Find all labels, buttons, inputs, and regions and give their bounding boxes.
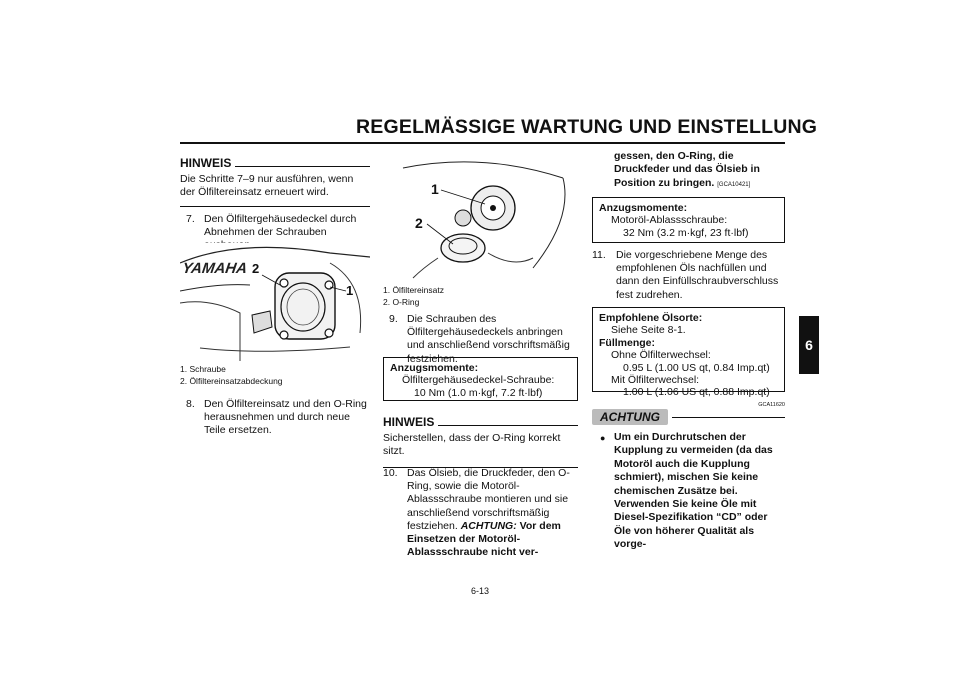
step-text-wrapper bbox=[407, 467, 578, 559]
step-10-block bbox=[383, 467, 578, 559]
step-8 bbox=[186, 398, 370, 438]
spec-value: 10 Nm (1.0 m·kgf, 7.2 ft·lbf) bbox=[414, 386, 543, 399]
spec-label: Anzugsmomente: bbox=[390, 362, 479, 374]
continued-text: gessen, den O-Ring, die Druckfeder und das Ölsieb in Position zu bringen. bbox=[614, 150, 760, 189]
step-text: Den Ölfiltergehäusedeckel durch Abnehmen der Schrauben bbox=[204, 212, 357, 238]
hint-title-text: HINWEIS bbox=[383, 415, 435, 429]
bolt-icon bbox=[280, 279, 288, 287]
bullet-icon: ● bbox=[600, 433, 606, 443]
caution-bullet bbox=[592, 431, 785, 552]
caption-item: 1. Ölfiltereinsatz bbox=[383, 285, 444, 295]
code-ref: [GCA10421] bbox=[717, 181, 751, 188]
step-number: 7. bbox=[186, 212, 195, 225]
spec-item: Ölfiltergehäusedeckel-Schraube: bbox=[402, 374, 555, 387]
step-text: Die vorgeschriebene Menge des empfohlenen Öls nachfüllen und dann den Einfüllschraubverschluss fest zudrehen. bbox=[616, 249, 779, 301]
step-10-continued bbox=[614, 150, 786, 192]
caution-text: Um ein Durchrutschen der Kupplung zu vermeiden (da das Motoröl auch die Kupplung schmiert), mischen Sie keine chemischen Zusätze bei. Verwenden Sie keine Öle mit Diesel-Spezifikation “CD” oder Öle von höherer Qualität als vorge- bbox=[614, 431, 773, 551]
hint-heading-line bbox=[235, 166, 370, 167]
yamaha-logo-text: YAMAHA bbox=[181, 260, 249, 277]
hint-heading-middle bbox=[383, 416, 578, 429]
callout-1: 1 bbox=[346, 283, 354, 298]
step-warn-text: Vor dem Einsetzen der Motoröl-Ablassschraube nicht ver- bbox=[407, 519, 561, 559]
left-column bbox=[180, 157, 370, 252]
caution-heading bbox=[592, 409, 785, 425]
torque-spec-box-cover bbox=[383, 357, 578, 401]
middle-figure-captions bbox=[383, 284, 573, 308]
middle-hint bbox=[383, 416, 578, 468]
spec-sub-with-filter: Mit Ölfilterwechsel: bbox=[611, 374, 700, 387]
oil-spec-box bbox=[592, 307, 785, 399]
step-number: 9. bbox=[389, 313, 398, 325]
hint-heading-line bbox=[438, 425, 578, 426]
spec-value-with-filter: 1.00 L (1.06 US qt, 0.88 Imp.qt) bbox=[623, 386, 770, 399]
oil-filter-cover-figure bbox=[180, 243, 370, 361]
caption-item: 1. Schraube bbox=[180, 364, 226, 374]
caution-heading-line bbox=[672, 417, 785, 418]
torque-spec-box-drain bbox=[592, 197, 785, 243]
step-number: 10. bbox=[383, 467, 398, 479]
spec-value: 32 Nm (3.2 m·kgf, 23 ft·lbf) bbox=[623, 226, 749, 239]
step-11-block bbox=[592, 249, 785, 302]
callout-1: 1 bbox=[431, 181, 439, 197]
caution-badge: ACHTUNG bbox=[592, 409, 668, 425]
step-number: 11. bbox=[592, 249, 606, 261]
hint-end-rule bbox=[180, 206, 370, 207]
step-warn-label: ACHTUNG: bbox=[460, 519, 517, 532]
step-10 bbox=[383, 467, 578, 559]
chapter-tab: 6 bbox=[799, 316, 819, 374]
callout-2: 2 bbox=[252, 261, 260, 276]
warning-code: GCA11620 bbox=[758, 402, 785, 408]
step-text: Das Ölsieb, die Druckfeder, den O-Ring, sowie die Motoröl-Ablassschraube montieren und sie anschließend vorschriftsmäßig festziehen. bbox=[407, 467, 570, 532]
spec-sub-without-filter: Ohne Ölfilterwechsel: bbox=[611, 349, 711, 362]
step-number: 8. bbox=[186, 398, 195, 410]
caption-item: 2. O-Ring bbox=[383, 297, 420, 307]
hint-text-left: Die Schritte 7–9 nur ausführen, wenn der Ölfiltereinsatz erneuert wird. bbox=[180, 173, 354, 199]
spec-label: Anzugsmomente: bbox=[599, 202, 688, 214]
page-number: 6-13 bbox=[470, 586, 489, 596]
oil-filter-element-figure bbox=[383, 158, 573, 280]
caption-item: 2. Ölfiltereinsatzabdeckung bbox=[180, 376, 283, 386]
hint-text-middle: Sicherstellen, dass der O-Ring korrekt sitzt. bbox=[383, 432, 561, 458]
page-header-title: REGELMÄSSIGE WARTUNG UND EINSTELLUNG bbox=[356, 116, 818, 138]
spec-label-oil-type: Empfohlene Ölsorte: bbox=[599, 312, 703, 324]
bolt-icon bbox=[280, 331, 288, 339]
header-rule bbox=[180, 142, 785, 144]
callout-2: 2 bbox=[415, 215, 423, 231]
step-text: Die Schrauben des Ölfiltergehäusedeckels anbringen und anschließend vorschriftsmäßig festziehen. bbox=[407, 313, 570, 365]
step-11 bbox=[592, 249, 785, 302]
hint-heading-left bbox=[180, 157, 370, 170]
hint-title-text: HINWEIS bbox=[180, 156, 232, 170]
spec-value-oil-type: Siehe Seite 8-1. bbox=[611, 324, 686, 337]
step-8-block bbox=[186, 398, 370, 438]
caution-block bbox=[592, 409, 785, 552]
bolt-icon bbox=[325, 329, 333, 337]
spec-value-without-filter: 0.95 L (1.00 US qt, 0.84 Imp.qt) bbox=[623, 361, 770, 374]
spec-item: Motoröl-Ablassschraube: bbox=[611, 214, 728, 227]
spec-label-capacity: Füllmenge: bbox=[599, 336, 656, 349]
left-figure-captions bbox=[180, 363, 370, 387]
step-text: Den Ölfiltereinsatz und den O-Ring herausnehmen und durch neue Teile ersetzen. bbox=[204, 398, 367, 437]
